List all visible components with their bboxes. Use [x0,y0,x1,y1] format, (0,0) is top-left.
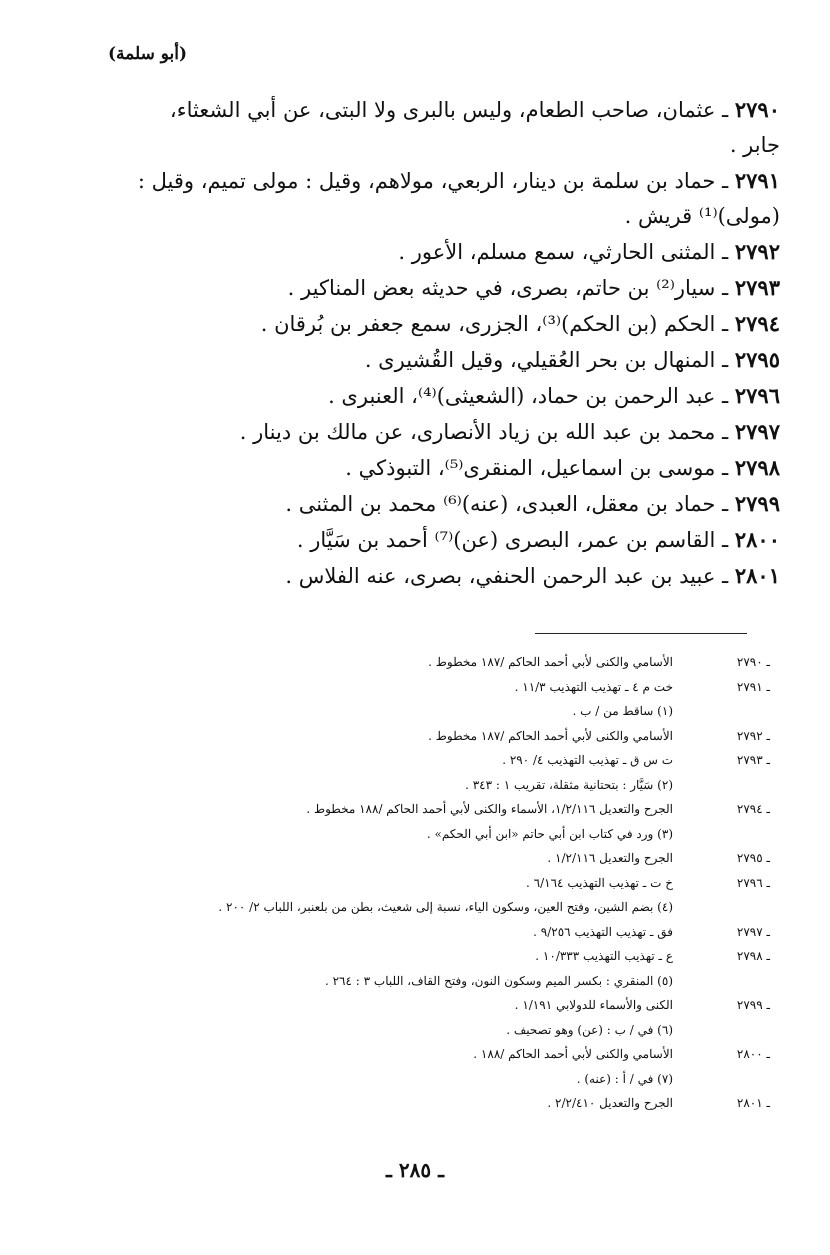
footnote-text: الجرح والتعديل ١/٢/١١٦، الأسماء والكنى لأبي أحمد الحاكم /١٨٨ مخطوط . [306,802,673,816]
footnote-entry-number: ـ ٢٧٩٨ [736,949,770,963]
entry-number: ٢٧٩٩ [734,491,780,516]
entry-number: ٢٧٩١ [734,168,780,193]
entry-number: ٢٧٩٦ [734,383,780,408]
footnote-text: (٤) بضم الشين، وفتح العين، وسكون الياء، نسبة إلى شعيث، بطن من بلعنبر، اللباب ٢/ ٢٠٠ . [218,900,673,914]
footnote-row [50,1042,770,1067]
footnote-entry-number [673,822,770,847]
entry-continuation: جابر . [729,133,780,157]
entry-line [80,270,780,306]
footnote-row [50,1018,770,1043]
main-entries [80,92,780,594]
footnote-entry-number: ـ ٢٨٠٠ [736,1047,770,1061]
footnote-row [50,699,770,724]
footnote-text: خت م ٤ ـ تهذيب التهذيب ١١/٣ . [514,679,673,694]
entry-number: ٢٧٩٣ [734,275,780,300]
entry-text: ـ الحكم (بن الحكم)⁽³⁾، الجزرى، سمع جعفر بن بُرقان . [260,312,729,336]
footnote-text: خ ت ـ تهذيب التهذيب ٦/١٦٤ . [526,875,673,890]
entry-text: ـ حماد بن سلمة بن دينار، الربعي، مولاهم، وقيل : مولى تميم، وقيل : [137,169,729,193]
footnote-text: (٢) سَيَّار : بتحتانية مثقلة، تقريب ١ : ٣٤٣ . [465,777,673,792]
entry-text: ـ المثنى الحارثي، سمع مسلم، الأعور . [398,240,729,264]
entry-number: ٢٧٩٧ [734,419,780,444]
footnote-row [50,895,770,920]
footnote-entry-number: ـ ٢٧٩٠ [736,655,770,669]
footnote-entry-number [673,969,770,994]
footnote-entry-number: ـ ٢٧٩٣ [736,753,770,767]
entry-number: ٢٧٩٥ [734,347,780,372]
entry-text: ـ محمد بن عبد الله بن زياد الأنصارى، عن مالك بن دينار . [239,420,729,444]
entry-text: ـ عثمان، صاحب الطعام، وليس بالبرى ولا البتى، عن أبي الشعثاء، [169,98,729,122]
footnote-text: الجرح والتعديل ١/٢/١١٦ . [547,851,673,865]
footnote-text: الأسامي والكنى لأبي أحمد الحاكم /١٨٧ مخطوط . [428,728,673,743]
footnotes [50,650,770,1116]
entry-line [80,522,780,558]
footnote-row [50,650,770,675]
entry-continuation: (مولى)⁽¹⁾ قريش . [624,204,780,228]
footnote-entry-number [673,699,770,724]
entry-line [80,163,780,199]
footnote-row [50,969,770,994]
footnote-row [50,944,770,969]
entry-line [80,378,780,414]
footnote-entry-number: ـ ٢٧٩٥ [736,851,770,865]
footnote-row [50,748,770,773]
footnote-text: الأسامي والكنى لأبي أحمد الحاكم /١٨٧ مخطوط . [428,655,673,669]
entry-text: ـ عبد الرحمن بن حماد، (الشعيثى)⁽⁴⁾، العنبرى . [328,384,729,408]
footnote-row [50,993,770,1018]
footnote-divider [535,633,747,634]
running-header: (أبو سلمة) [108,44,188,64]
footnote-row [50,846,770,871]
entry-text: ـ المنهال بن بحر العُقيلي، وقيل القُشيرى . [364,348,729,372]
footnote-row [50,920,770,945]
footnote-text: ع ـ تهذيب التهذيب ١٠/٣٣٣ . [535,949,673,963]
footnote-text: الجرح والتعديل ٢/٢/٤١٠ . [547,1096,673,1110]
entry-text: ـ القاسم بن عمر، البصرى (عن)⁽⁷⁾ أحمد بن سَيَّار . [296,528,729,552]
footnote-row [50,822,770,847]
footnote-entry-number: ـ ٢٧٩٩ [736,998,770,1012]
footnote-text: (٦) في / ب : (عن) وهو تصحيف . [506,1022,673,1037]
footnote-row [50,871,770,896]
entry-line [80,234,780,270]
entry-number: ٢٧٩٠ [734,97,780,122]
footnote-row [50,675,770,700]
entry-number: ٢٨٠١ [734,563,780,588]
entry-number: ٢٨٠٠ [734,527,780,552]
footnote-entry-number [673,773,770,798]
footnote-row [50,797,770,822]
page-number: ـ ٢٨٥ ـ [386,1158,444,1182]
footnote-entry-number: ـ ٢٧٩٧ [736,924,770,939]
footnote-entry-number: ـ ٢٨٠١ [736,1096,770,1110]
entry-line [80,414,780,450]
footnote-text: (٧) في / أ : (عنه) . [576,1071,673,1086]
footnote-text: الكنى والأسماء للدولابي ١/١٩١ . [514,998,673,1012]
footnote-entry-number: ـ ٢٧٩٢ [736,728,770,743]
footnote-row [50,724,770,749]
entry-line [80,558,780,594]
footnote-text: الأسامي والكنى لأبي أحمد الحاكم /١٨٨ . [473,1047,673,1061]
footnote-entry-number: ـ ٢٧٩١ [736,679,770,694]
entry-line [80,450,780,486]
footnote-text: فق ـ تهذيب التهذيب ٩/٢٥٦ . [533,924,673,939]
entry-line [80,92,780,128]
entry-text: ـ عبيد بن عبد الرحمن الحنفي، بصرى، عنه الفلاس . [285,564,729,588]
footnote-text: (٥) المنقري : بكسر الميم وسكون النون، وفتح القاف، اللباب ٣ : ٢٦٤ . [324,973,673,988]
entry-number: ٢٧٩٨ [734,455,780,480]
entry-number: ٢٧٩٢ [734,239,780,264]
footnote-entry-number: ـ ٢٧٩٤ [736,802,770,816]
footnote-entry-number [673,895,770,920]
entry-text: ـ حماد بن معقل، العبدى، (عنه)⁽⁶⁾ محمد بن المثنى . [285,492,729,516]
footnote-entry-number [673,1018,770,1043]
entry-text: ـ سيار⁽²⁾ بن حاتم، بصرى، في حديثه بعض المناكير . [287,276,729,300]
footnote-text: (٣) ورد في كتاب ابن أبي حاتم «ابن أبي الحكم» . [426,826,673,841]
footnote-row [50,1067,770,1092]
footnote-entry-number [673,1067,770,1092]
entry-number: ٢٧٩٤ [734,311,780,336]
footnote-row [50,773,770,798]
entry-line [80,342,780,378]
entry-text: ـ موسى بن اسماعيل، المنقرى⁽⁵⁾، التبوذكي . [345,456,729,480]
entry-line [80,486,780,522]
footnote-row [50,1091,770,1116]
entry-line [80,306,780,342]
footnote-text: ت س ق ـ تهذيب التهذيب ٤/ ٢٩٠ . [502,753,673,767]
footnote-text: (١) ساقط من / ب . [572,704,673,718]
footnote-entry-number: ـ ٢٧٩٦ [736,875,770,890]
